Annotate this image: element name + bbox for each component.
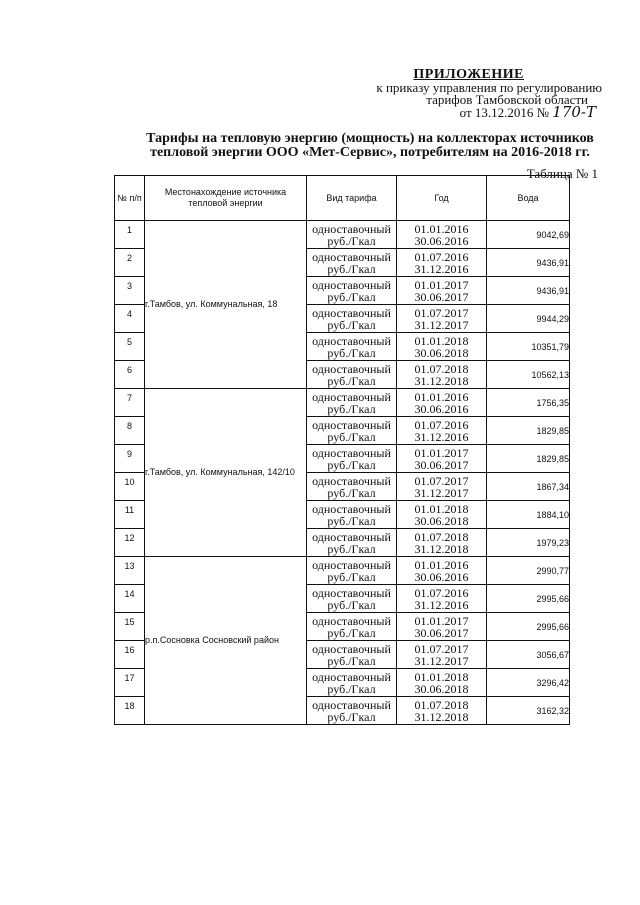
tariff-type-text: одноставочный [312, 501, 391, 516]
tariff-type-cell [307, 641, 397, 669]
period-date: 01.01.2017 [414, 613, 469, 628]
row-number-text: 6 [126, 365, 132, 375]
header-water: Вода [487, 176, 570, 221]
row-number [115, 305, 145, 333]
period-date: 01.01.2017 [414, 445, 469, 460]
tariff-type-text: одноставочный [312, 669, 391, 684]
period-date: 31.12.2016 [414, 429, 469, 444]
table-body [115, 221, 570, 725]
tariff-type-cell [307, 669, 397, 697]
tariff-type-text: руб./Гкал [327, 457, 376, 472]
tariff-type-cell [307, 361, 397, 389]
row-number-text: 7 [126, 393, 132, 403]
water-tariff-value: 9436,91 [487, 277, 570, 305]
tariff-type-text: одноставочный [312, 641, 391, 656]
appendix-title: ПРИЛОЖЕНИЕ [413, 67, 524, 82]
tariff-type-cell [307, 473, 397, 501]
water-tariff-value: 2995,66 [487, 613, 570, 641]
row-number [115, 501, 145, 529]
order-number-handwritten: 170-Т [552, 103, 596, 121]
tariff-type-text: одноставочный [312, 445, 391, 460]
period-date: 30.06.2018 [414, 345, 469, 360]
row-number-text: 5 [126, 337, 132, 347]
period-date: 31.12.2018 [414, 373, 469, 388]
period-date: 01.07.2018 [414, 361, 469, 376]
period-cell [397, 697, 487, 725]
tariff-type-cell [307, 221, 397, 249]
row-number-text: 10 [124, 477, 135, 487]
row-number-text: 8 [126, 421, 132, 431]
tariff-type-cell [307, 417, 397, 445]
header-year: Год [397, 176, 487, 221]
tariff-type-text: одноставочный [312, 417, 391, 432]
row-number [115, 641, 145, 669]
tariff-type-cell [307, 249, 397, 277]
period-cell [397, 389, 487, 417]
appendix-date-text: от 13.12.2016 № [459, 105, 550, 120]
period-date: 31.12.2018 [414, 709, 469, 724]
period-cell [397, 529, 487, 557]
tariff-type-cell [307, 697, 397, 725]
header-tariff-type: Вид тарифа [307, 176, 397, 221]
tariff-type-text: одноставочный [312, 389, 391, 404]
tariff-type-cell [307, 501, 397, 529]
period-date: 30.06.2017 [414, 289, 469, 304]
tariffs-table [114, 175, 570, 725]
row-number [115, 669, 145, 697]
tariff-type-text: одноставочный [312, 277, 391, 292]
tariff-type-text: руб./Гкал [327, 709, 376, 724]
table-row [115, 557, 570, 585]
period-date: 01.01.2016 [414, 557, 469, 572]
tariff-type-text: руб./Гкал [327, 597, 376, 612]
tariff-type-text: одноставочный [312, 613, 391, 628]
period-cell [397, 361, 487, 389]
header-location: Местонахождение источника тепловой энергии [145, 176, 307, 221]
tariff-type-text: руб./Гкал [327, 429, 376, 444]
period-date: 01.07.2016 [414, 585, 469, 600]
period-cell [397, 221, 487, 249]
location-cell: р.п.Сосновка Сосновский район [145, 557, 307, 725]
period-cell [397, 417, 487, 445]
period-date: 31.12.2016 [414, 261, 469, 276]
header-num: № п/п [115, 176, 145, 221]
appendix-block [342, 68, 602, 119]
row-number-text: 17 [124, 673, 135, 683]
period-date: 30.06.2016 [414, 233, 469, 248]
water-tariff-value: 1884,10 [487, 501, 570, 529]
period-cell [397, 641, 487, 669]
period-cell [397, 473, 487, 501]
row-number-text: 12 [124, 533, 135, 543]
water-tariff-value: 9436,91 [487, 249, 570, 277]
row-number-text: 11 [124, 505, 135, 515]
period-date: 30.06.2017 [414, 625, 469, 640]
tariff-type-cell [307, 445, 397, 473]
tariff-type-text: руб./Гкал [327, 653, 376, 668]
period-cell [397, 249, 487, 277]
document-title-line1: Тарифы на тепловую энергию (мощность) на коллекторах источников [146, 131, 594, 146]
period-date: 31.12.2017 [414, 485, 469, 500]
period-cell [397, 305, 487, 333]
tariff-type-text: одноставочный [312, 529, 391, 544]
water-tariff-value: 3162,32 [487, 697, 570, 725]
row-number-text: 4 [126, 309, 132, 319]
period-cell [397, 277, 487, 305]
tariff-type-cell [307, 613, 397, 641]
water-tariff-value: 3296,42 [487, 669, 570, 697]
tariff-type-text: одноставочный [312, 697, 391, 712]
water-tariff-value: 10351,79 [487, 333, 570, 361]
row-number [115, 277, 145, 305]
row-number [115, 221, 145, 249]
row-number-text: 1 [126, 225, 132, 235]
tariff-type-text: одноставочный [312, 333, 391, 348]
period-cell [397, 669, 487, 697]
row-number [115, 473, 145, 501]
period-date: 30.06.2018 [414, 513, 469, 528]
period-date: 31.12.2016 [414, 597, 469, 612]
period-cell [397, 501, 487, 529]
tariff-type-cell [307, 305, 397, 333]
period-date: 30.06.2016 [414, 401, 469, 416]
row-number-text: 16 [124, 645, 135, 655]
row-number-text: 3 [126, 281, 132, 291]
tariff-type-text: руб./Гкал [327, 625, 376, 640]
tariff-type-text: одноставочный [312, 557, 391, 572]
tariff-type-text: руб./Гкал [327, 401, 376, 416]
row-number-text: 15 [124, 617, 135, 627]
table-header-row [115, 176, 570, 221]
tariff-type-text: руб./Гкал [327, 373, 376, 388]
tariff-type-text: руб./Гкал [327, 233, 376, 248]
row-number [115, 557, 145, 585]
tariff-type-cell [307, 277, 397, 305]
period-date: 01.01.2016 [414, 389, 469, 404]
water-tariff-value: 9042,69 [487, 221, 570, 249]
tariff-type-text: руб./Гкал [327, 485, 376, 500]
period-date: 30.06.2018 [414, 681, 469, 696]
period-cell [397, 557, 487, 585]
location-cell: г.Тамбов, ул. Коммунальная, 142/10 [145, 389, 307, 557]
tariff-type-text: одноставочный [312, 305, 391, 320]
tariff-type-text: руб./Гкал [327, 513, 376, 528]
row-number-text: 14 [124, 589, 135, 599]
row-number-text: 2 [126, 253, 132, 263]
row-number [115, 529, 145, 557]
row-number [115, 613, 145, 641]
period-cell [397, 445, 487, 473]
period-date: 30.06.2016 [414, 569, 469, 584]
tariff-type-text: руб./Гкал [327, 317, 376, 332]
tariff-type-cell [307, 557, 397, 585]
table-number: Таблица № 1 [526, 166, 598, 181]
tariff-type-text: одноставочный [312, 585, 391, 600]
row-number [115, 445, 145, 473]
water-tariff-value: 2990,77 [487, 557, 570, 585]
tariff-type-text: одноставочный [312, 249, 391, 264]
period-date: 01.07.2017 [414, 641, 469, 656]
period-date: 01.07.2018 [414, 697, 469, 712]
tariff-type-text: руб./Гкал [327, 289, 376, 304]
period-date: 30.06.2017 [414, 457, 469, 472]
appendix-line-agency: тарифов Тамбовской области [426, 92, 588, 107]
table-row [115, 389, 570, 417]
period-date: 01.07.2017 [414, 305, 469, 320]
tariff-type-text: руб./Гкал [327, 261, 376, 276]
tariff-type-text: руб./Гкал [327, 541, 376, 556]
row-number [115, 697, 145, 725]
period-date: 01.01.2017 [414, 277, 469, 292]
period-date: 01.01.2018 [414, 501, 469, 516]
water-tariff-value: 1979,23 [487, 529, 570, 557]
row-number [115, 249, 145, 277]
row-number [115, 361, 145, 389]
period-date: 01.01.2016 [414, 221, 469, 236]
row-number-text: 9 [126, 449, 132, 459]
tariff-type-text: одноставочный [312, 361, 391, 376]
water-tariff-value: 1829,85 [487, 417, 570, 445]
period-cell [397, 585, 487, 613]
location-cell: г.Тамбов, ул. Коммунальная, 18 [145, 221, 307, 389]
period-date: 01.01.2018 [414, 669, 469, 684]
tariff-type-cell [307, 529, 397, 557]
row-number [115, 333, 145, 361]
table-row [115, 221, 570, 249]
row-number-text: 13 [124, 561, 135, 571]
appendix-line-date [342, 103, 596, 121]
period-cell [397, 333, 487, 361]
tariff-type-cell [307, 333, 397, 361]
water-tariff-value: 1829,85 [487, 445, 570, 473]
row-number-text: 18 [124, 701, 135, 711]
water-tariff-value: 3056,67 [487, 641, 570, 669]
water-tariff-value: 9944,29 [487, 305, 570, 333]
appendix-line-order: к приказу управления по регулированию [376, 80, 602, 95]
row-number [115, 389, 145, 417]
tariff-type-text: руб./Гкал [327, 345, 376, 360]
period-cell [397, 613, 487, 641]
period-date: 01.07.2016 [414, 249, 469, 264]
period-date: 31.12.2017 [414, 317, 469, 332]
tariff-type-text: одноставочный [312, 473, 391, 488]
document-title [120, 132, 620, 160]
tariff-type-cell [307, 389, 397, 417]
period-date: 01.07.2016 [414, 417, 469, 432]
tariff-type-cell [307, 585, 397, 613]
period-date: 31.12.2018 [414, 541, 469, 556]
water-tariff-value: 2995,66 [487, 585, 570, 613]
water-tariff-value: 10562,13 [487, 361, 570, 389]
tariff-type-text: руб./Гкал [327, 569, 376, 584]
tariff-type-text: одноставочный [312, 221, 391, 236]
water-tariff-value: 1867,34 [487, 473, 570, 501]
period-date: 01.07.2017 [414, 473, 469, 488]
period-date: 01.07.2018 [414, 529, 469, 544]
row-number [115, 417, 145, 445]
water-tariff-value: 1756,35 [487, 389, 570, 417]
period-date: 31.12.2017 [414, 653, 469, 668]
period-date: 01.01.2018 [414, 333, 469, 348]
tariff-type-text: руб./Гкал [327, 681, 376, 696]
document-title-line2: тепловой энергии ООО «Мет-Сервис», потребителям на 2016-2018 гг. [150, 145, 590, 160]
row-number [115, 585, 145, 613]
